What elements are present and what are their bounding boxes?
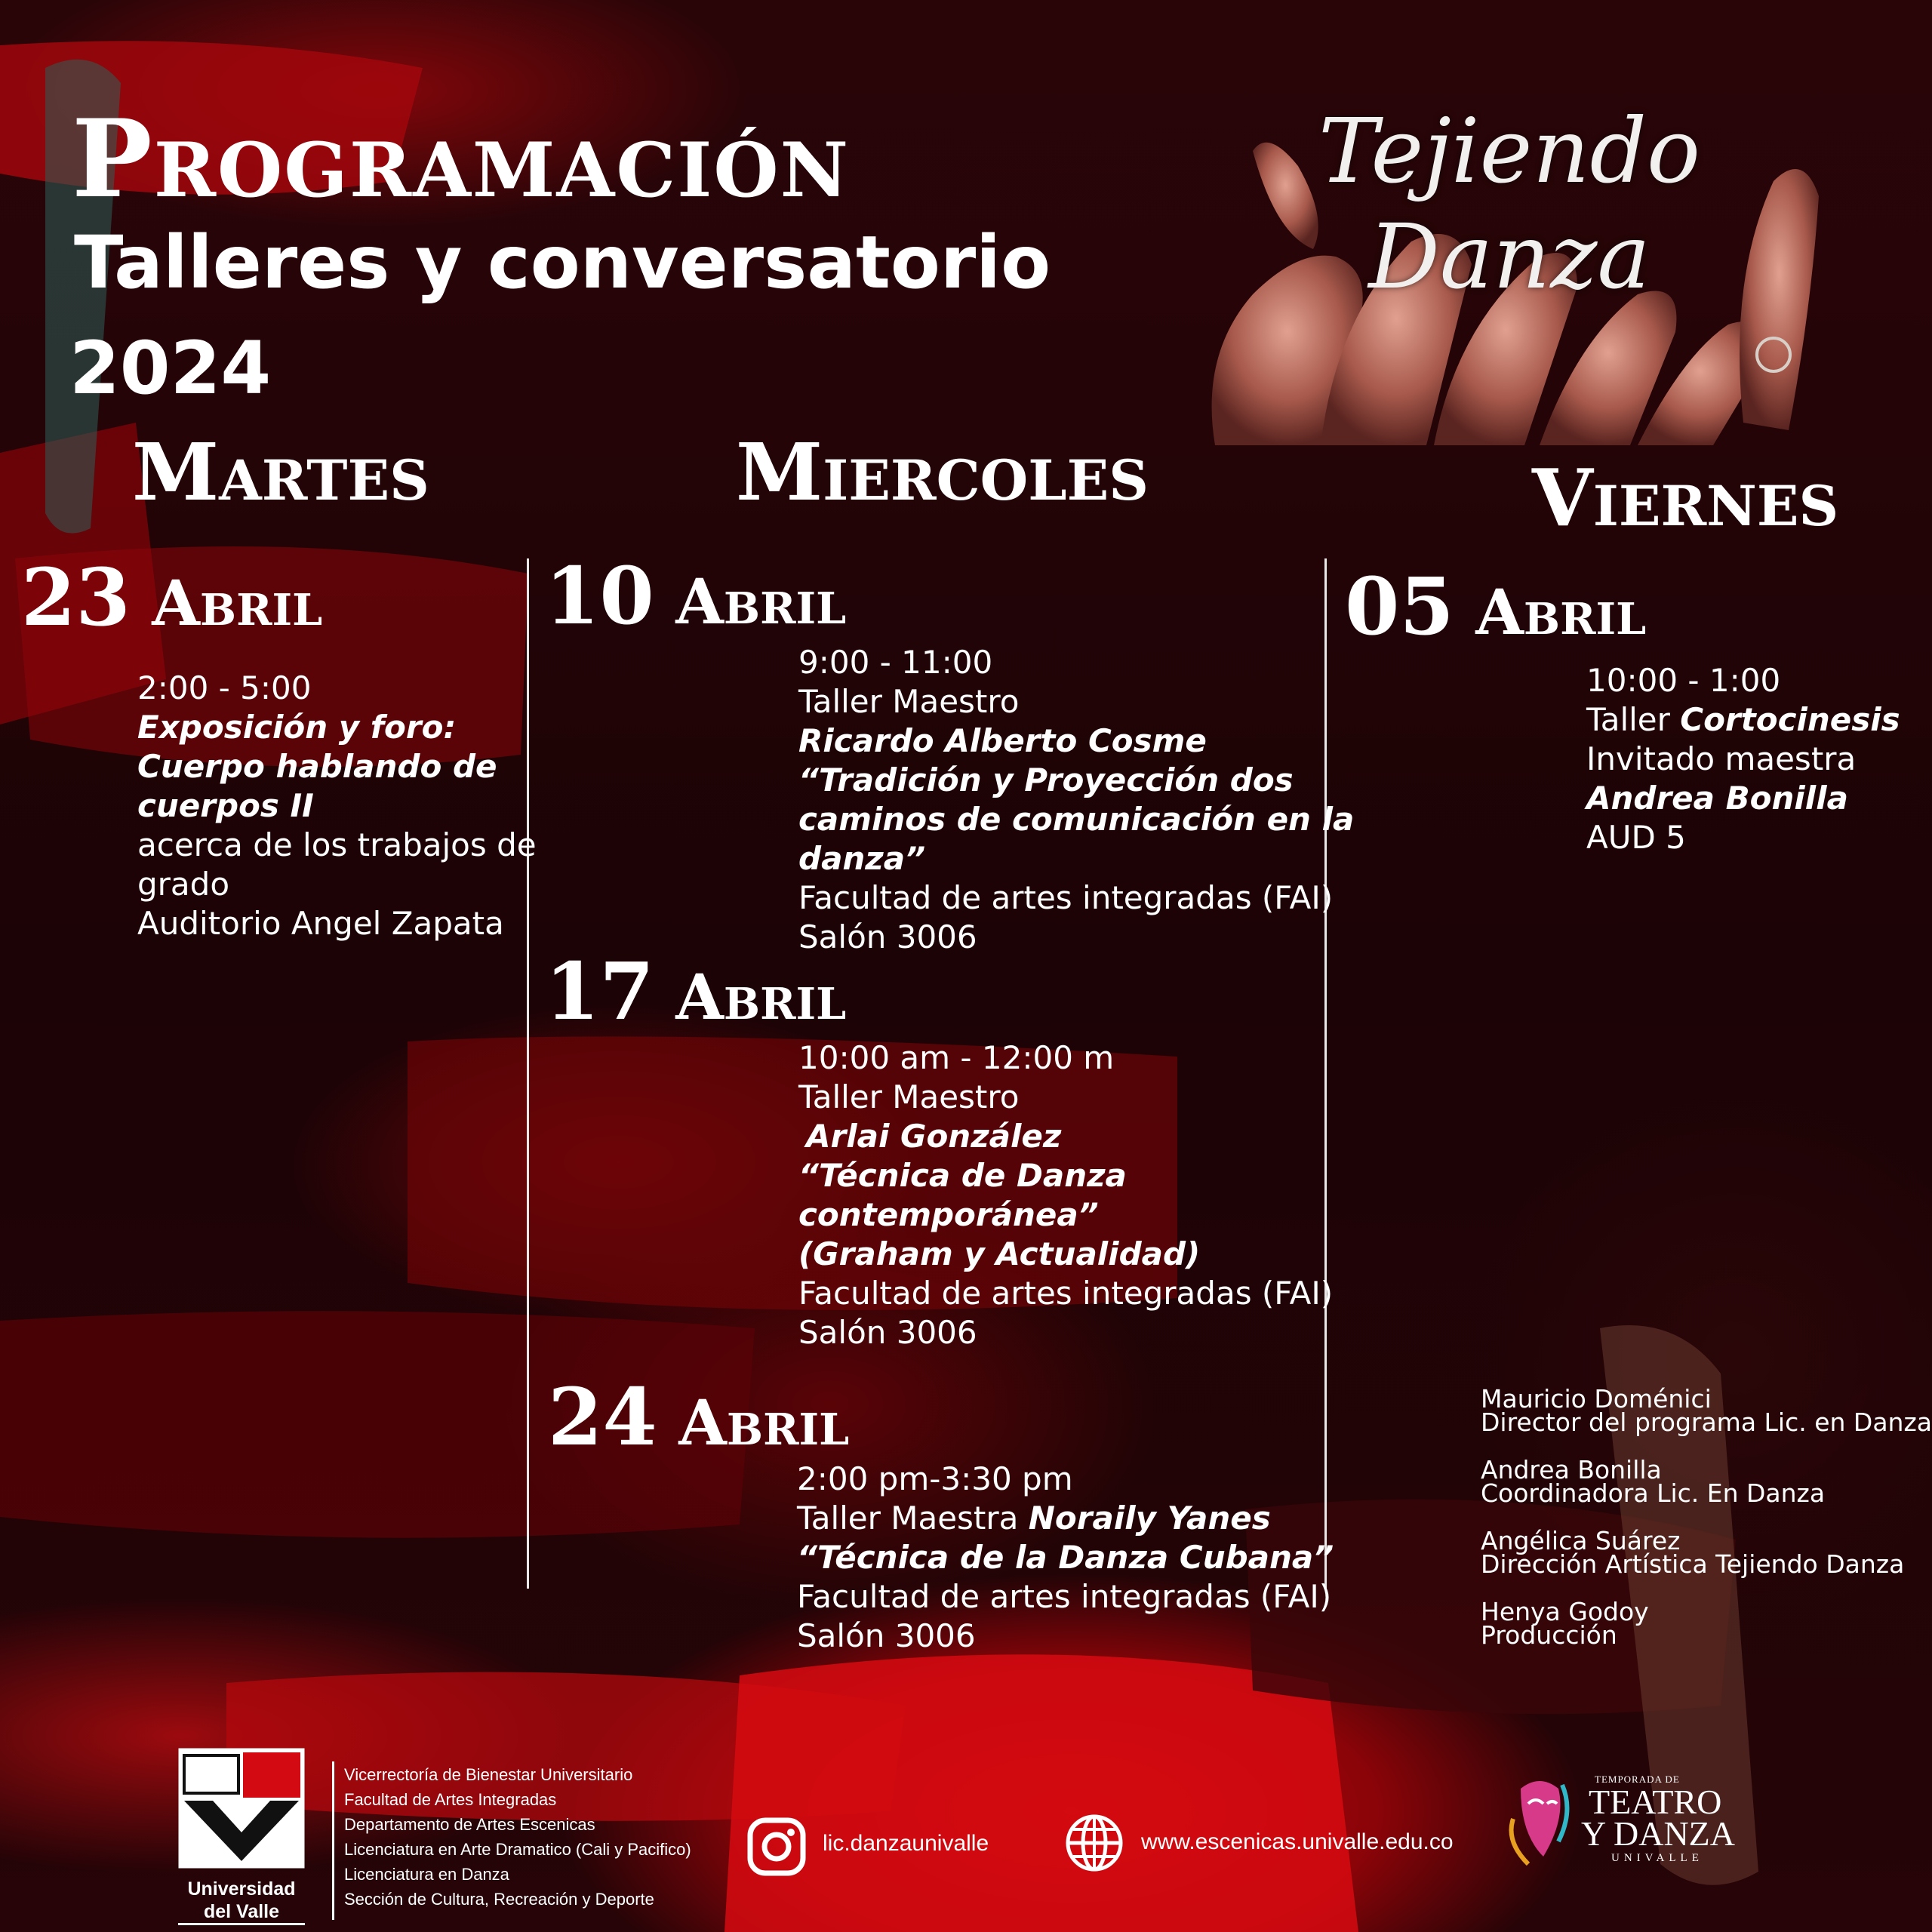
footer-divider: [332, 1761, 334, 1920]
credit-name: Angélica Suárez: [1481, 1526, 1681, 1555]
department-item: Facultad de Artes Integradas: [344, 1790, 557, 1809]
credit-name: Andrea Bonilla: [1481, 1455, 1662, 1484]
tejiendo-danza-logo: [1185, 68, 1834, 460]
credit-item: [1481, 1526, 1932, 1579]
event-time: 10:00 - 1:00: [1586, 662, 1781, 699]
department-item: Licenciatura en Arte Dramatico (Cali y Pacifico): [344, 1840, 691, 1859]
credit-item: [1481, 1597, 1932, 1650]
event-teacher: Arlai González: [806, 1118, 1062, 1155]
event-kind: Taller Maestro: [798, 1078, 1020, 1115]
globe-icon[interactable]: [1064, 1813, 1124, 1873]
event-place: Facultad de artes integradas (FAI): [798, 879, 1334, 916]
event-topic-line: “Tradición y Proyección dos: [798, 761, 1294, 798]
page-title: Programación: [72, 97, 851, 222]
credit-item: [1481, 1384, 1932, 1437]
event-topic-line: (Graham y Actualidad): [798, 1235, 1201, 1272]
event-topic-line: “Técnica de la Danza Cubana”: [797, 1539, 1334, 1576]
event-room: Salón 3006: [798, 1314, 977, 1351]
date-heading: 10 Abril: [545, 549, 847, 642]
event-time: 2:00 - 5:00: [137, 669, 312, 706]
credit-role: Director del programa Lic. en Danza: [1481, 1407, 1932, 1437]
website-link[interactable]: www.escenicas.univalle.edu.co: [1141, 1829, 1454, 1854]
credit-name: Mauricio Doménici: [1481, 1384, 1712, 1414]
event-desc-line: grado: [137, 866, 230, 903]
credits: [1481, 1384, 1932, 1671]
department-item: Sección de Cultura, Recreación y Deporte: [344, 1890, 654, 1909]
event-kind-line: [1586, 700, 1900, 740]
department-item: Licenciatura en Danza: [344, 1865, 509, 1884]
department-item: Vicerrectoría de Bienestar Universitario: [344, 1765, 633, 1784]
departments-list: [344, 1762, 691, 1912]
day-heading-martes: Martes: [132, 426, 429, 518]
page-subtitle: Talleres y conversatorio: [74, 220, 1051, 305]
event-time: 10:00 am - 12:00 m: [798, 1039, 1115, 1076]
event-place: Facultad de artes integradas (FAI): [797, 1578, 1332, 1615]
event-details: [798, 643, 1354, 957]
event-kind: Taller: [1586, 701, 1670, 738]
event-topic-line: contemporánea”: [798, 1196, 1099, 1233]
date-heading: 24 Abril: [548, 1371, 850, 1463]
event-topic-line: danza”: [798, 840, 926, 877]
event-details: [1586, 661, 1900, 857]
event-room: Salón 3006: [798, 918, 977, 955]
event-details: [798, 1038, 1333, 1352]
credit-role: Coordinadora Lic. En Danza: [1481, 1478, 1826, 1508]
event-room: Salón 3006: [797, 1617, 976, 1654]
event-details: [797, 1460, 1334, 1656]
event-kind: Taller Maestro: [798, 683, 1020, 720]
event-kind-line: [797, 1499, 1334, 1538]
page-year: 2024: [69, 326, 272, 411]
event-location: Auditorio Angel Zapata: [137, 905, 504, 942]
event-details: [137, 669, 537, 943]
univalle-name: Universidad del Valle: [178, 1878, 305, 1925]
event-teacher: Ricardo Alberto Cosme: [798, 722, 1207, 759]
event-topic-line: caminos de comunicación en la: [798, 801, 1355, 838]
event-title-line: Exposición y foro:: [137, 709, 457, 746]
day-heading-viernes: Viernes: [1532, 451, 1839, 544]
logo-text: Tejiendo Danza: [1318, 99, 1701, 309]
event-topic-line: “Técnica de Danza: [798, 1157, 1127, 1194]
credit-role: Producción: [1481, 1620, 1617, 1650]
event-title-line: Cuerpo hablando de: [137, 748, 497, 785]
event-desc-line: acerca de los trabajos de: [137, 826, 537, 863]
event-title-line: cuerpos II: [137, 787, 314, 824]
day-heading-miercoles: Miercoles: [736, 426, 1149, 518]
univalle-emblem: [178, 1748, 305, 1869]
credit-name: Henya Godoy: [1481, 1597, 1649, 1626]
credit-item: [1481, 1455, 1932, 1508]
temporada-teatro-danza-logo: TEMPORADA DE TEATRO Y DANZA UNIVALLE: [1506, 1766, 1747, 1872]
event-guest-label: Invitado maestra: [1586, 740, 1857, 777]
event-guest: Andrea Bonilla: [1586, 780, 1848, 817]
date-heading: 23 Abril: [21, 551, 323, 644]
date-heading: 05 Abril: [1345, 560, 1647, 653]
event-room: AUD 5: [1586, 819, 1686, 856]
event-place: Facultad de artes integradas (FAI): [798, 1275, 1334, 1312]
event-time: 2:00 pm-3:30 pm: [797, 1460, 1073, 1497]
instagram-icon[interactable]: [747, 1817, 806, 1876]
instagram-link[interactable]: lic.danzaunivalle: [823, 1831, 989, 1856]
event-time: 9:00 - 11:00: [798, 644, 993, 681]
univalle-logo: [178, 1748, 305, 1920]
event-teacher: Noraily Yanes: [1028, 1500, 1271, 1537]
event-kind: Taller Maestra: [797, 1500, 1019, 1537]
date-heading: 17 Abril: [545, 945, 847, 1038]
credit-role: Dirección Artística Tejiendo Danza: [1481, 1549, 1905, 1579]
theatre-mask-icon: [1506, 1774, 1574, 1872]
department-item: Departamento de Artes Escenicas: [344, 1815, 595, 1834]
event-workshop: Cortocinesis: [1680, 701, 1900, 738]
